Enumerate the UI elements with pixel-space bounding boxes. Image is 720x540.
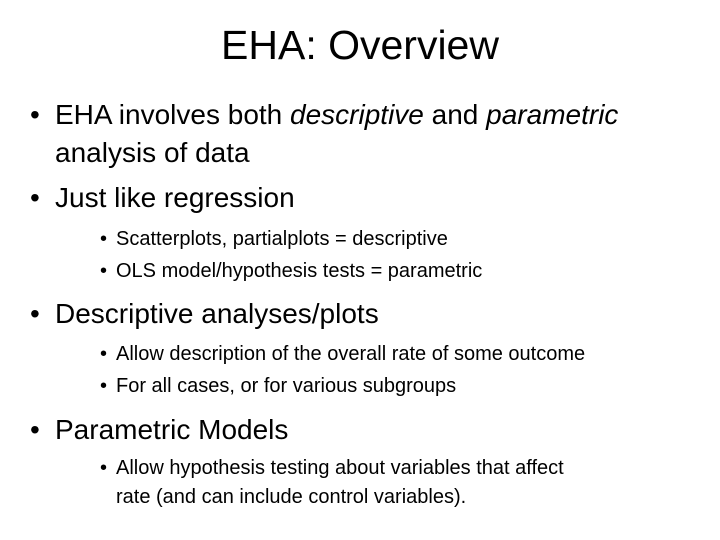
sub-bullet-text: OLS model/hypothesis tests = parametric bbox=[116, 260, 483, 282]
sub-bullet-text: Allow hypothesis testing about variables that affect bbox=[116, 457, 564, 479]
bullet-text: Parametric Models bbox=[55, 414, 289, 445]
bullet-dot: • bbox=[30, 298, 40, 329]
sub-bullet-dot: • bbox=[100, 228, 108, 250]
sub-bullet-text: For all cases, or for various subgroups bbox=[116, 375, 457, 397]
bullet-text-emphasis: parametric bbox=[486, 99, 619, 130]
bullet-text-part: and bbox=[423, 99, 487, 130]
bullet-text-emphasis: descriptive bbox=[290, 99, 424, 130]
sub-bullet-text: Scatterplots, partialplots = descriptive bbox=[116, 228, 448, 250]
sub-bullet-dot: • bbox=[100, 457, 108, 479]
sub-bullet-dot: • bbox=[100, 343, 108, 365]
bullet-dot: • bbox=[30, 99, 40, 130]
slide-title: EHA: Overview bbox=[221, 22, 499, 68]
bullet-text bbox=[55, 98, 618, 131]
bullet-text: analysis of data bbox=[55, 137, 250, 168]
bullet-text-part: EHA involves both bbox=[55, 99, 291, 130]
bullet-text: Just like regression bbox=[55, 182, 295, 213]
sub-bullet-dot: • bbox=[100, 260, 108, 282]
bullet-dot: • bbox=[30, 414, 40, 445]
bullet-dot: • bbox=[30, 182, 40, 213]
sub-bullet-dot: • bbox=[100, 375, 108, 397]
bullet-text: Descriptive analyses/plots bbox=[55, 298, 379, 329]
sub-bullet-text: rate (and can include control variables). bbox=[116, 486, 467, 508]
sub-bullet-text: Allow description of the overall rate of some outcome bbox=[116, 343, 586, 365]
